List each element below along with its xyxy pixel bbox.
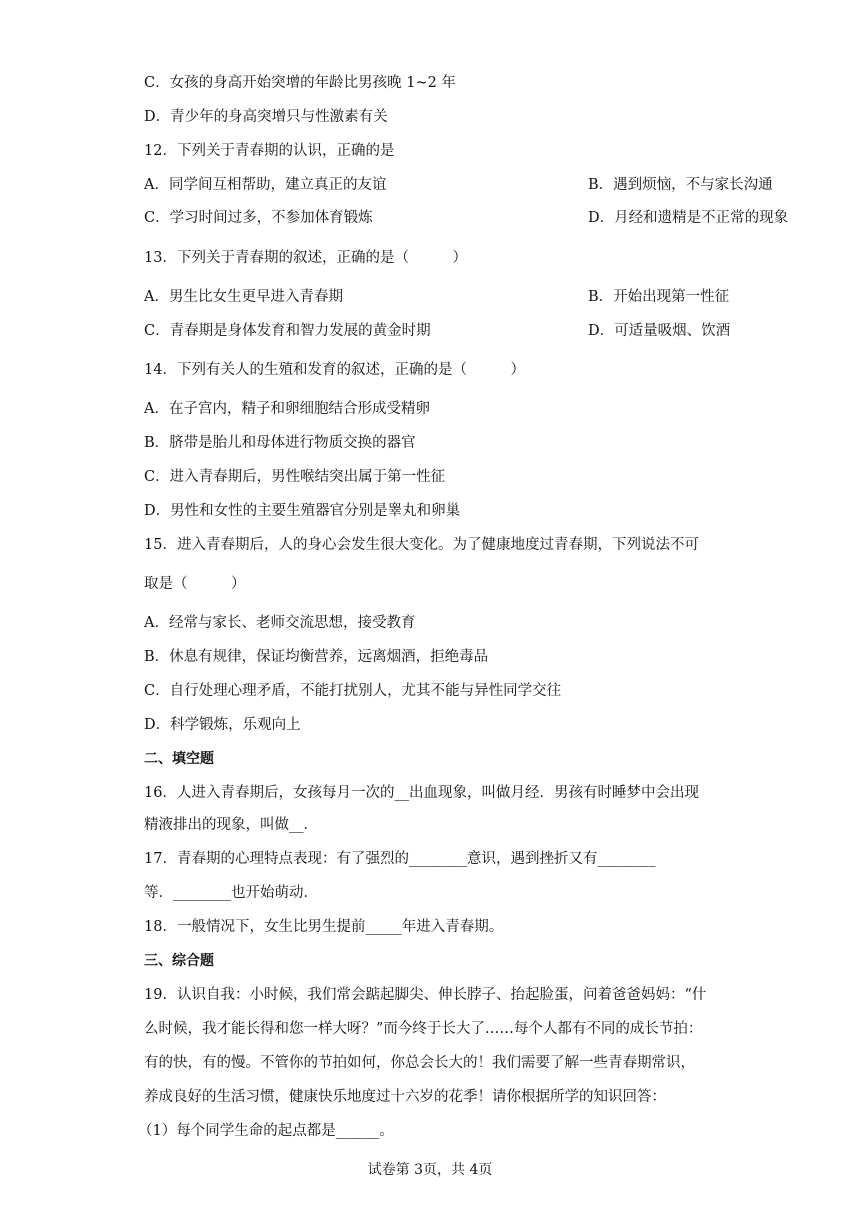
question-12: 12．下列关于青春期的认识，正确的是: [144, 143, 395, 159]
q12-options-row-1: [144, 175, 773, 195]
q13-option-d: D．可适量吸烟、饮酒: [588, 323, 731, 339]
q13-option-a: A．男生比女生更早进入青春期: [144, 289, 343, 305]
question-14: 14．下列有关人的生殖和发育的叙述，正确的是（ ）: [144, 362, 525, 378]
q13-option-b: B．开始出现第一性征: [588, 289, 730, 305]
section-3-heading: 三、综合题: [144, 953, 214, 969]
q12-options-row-2: [144, 208, 789, 228]
q12-option-d: D．月经和遗精是不正常的现象: [588, 210, 789, 226]
page-footer: 试卷第 3页，共 4页: [367, 1162, 493, 1178]
question-13: 13．下列关于青春期的叙述，正确的是（ ）: [144, 250, 467, 266]
question-19-line-4: 养成良好的生活习惯，健康快乐地度过十六岁的花季！请你根据所学的知识回答：: [144, 1089, 666, 1105]
q15-option-d: D．科学锻炼，乐观向上: [144, 717, 301, 733]
question-15-line-2: 取是（ ）: [144, 576, 246, 592]
question-19-line-1: 19．认识自我：小时候，我们常会踮起脚尖、伸长脖子、抬起脸蛋，问着爸爸妈妈：“什: [144, 987, 707, 1003]
q15-option-c: C．自行处理心理矛盾，不能打扰别人，尤其不能与异性同学交往: [144, 683, 562, 699]
q12-option-a: A．同学间互相帮助，建立真正的友谊: [144, 177, 387, 193]
section-2-heading: 二、填空题: [144, 751, 214, 767]
q14-option-d: D．男性和女性的主要生殖器官分别是睾丸和卵巢: [144, 503, 461, 519]
q15-option-a: A．经常与家长、老师交流思想，接受教育: [144, 615, 416, 631]
question-18: 18．一般情况下，女生比男生提前_____年进入青春期。: [144, 919, 504, 935]
q15-option-b: B．休息有规律，保证均衡营养，远离烟酒，拒绝毒品: [144, 649, 489, 665]
question-17-line-2: 等．________也开始萌动．: [144, 885, 318, 901]
q13-option-c: C．青春期是身体发育和智力发展的黄金时期: [144, 323, 431, 339]
question-16-line-1: 16．人进入青春期后，女孩每月一次的__出血现象，叫做月经．男孩有时睡梦中会出现: [144, 785, 699, 801]
q13-options-row-2: [144, 321, 731, 341]
option-d-line: D．青少年的身高突增只与性激素有关: [144, 109, 388, 125]
question-16-line-2: 精液排出的现象，叫做__．: [144, 817, 318, 833]
question-15-line-1: 15．进入青春期后，人的身心会发生很大变化。为了健康地度过青春期，下列说法不可: [144, 537, 699, 553]
q14-option-c: C．进入青春期后，男性喉结突出属于第一性征: [144, 469, 446, 485]
question-19-part-1: （1）每个同学生命的起点都是______。: [138, 1123, 394, 1139]
q12-option-b: B．遇到烦恼，不与家长沟通: [588, 177, 773, 193]
q14-option-b: B．脐带是胎儿和母体进行物质交换的器官: [144, 435, 416, 451]
question-19-line-3: 有的快，有的慢。不管你的节拍如何，你总会长大的！我们需要了解一些青春期常识，: [144, 1055, 695, 1071]
q14-option-a: A．在子宫内，精子和卵细胞结合形成受精卵: [144, 401, 430, 417]
question-17-line-1: 17．青春期的心理特点表现：有了强烈的________意识，遇到挫折又有________: [144, 851, 656, 867]
option-c-line: C．女孩的身高开始突增的年龄比男孩晚 1~2 年: [144, 75, 456, 91]
q12-option-c: C．学习时间过多，不参加体育锻炼: [144, 210, 373, 226]
question-19-line-2: 么时候，我才能长得和您一样大呀？”而今终于长大了……每个人都有不同的成长节拍：: [144, 1021, 703, 1037]
q13-options-row-1: [144, 287, 730, 307]
